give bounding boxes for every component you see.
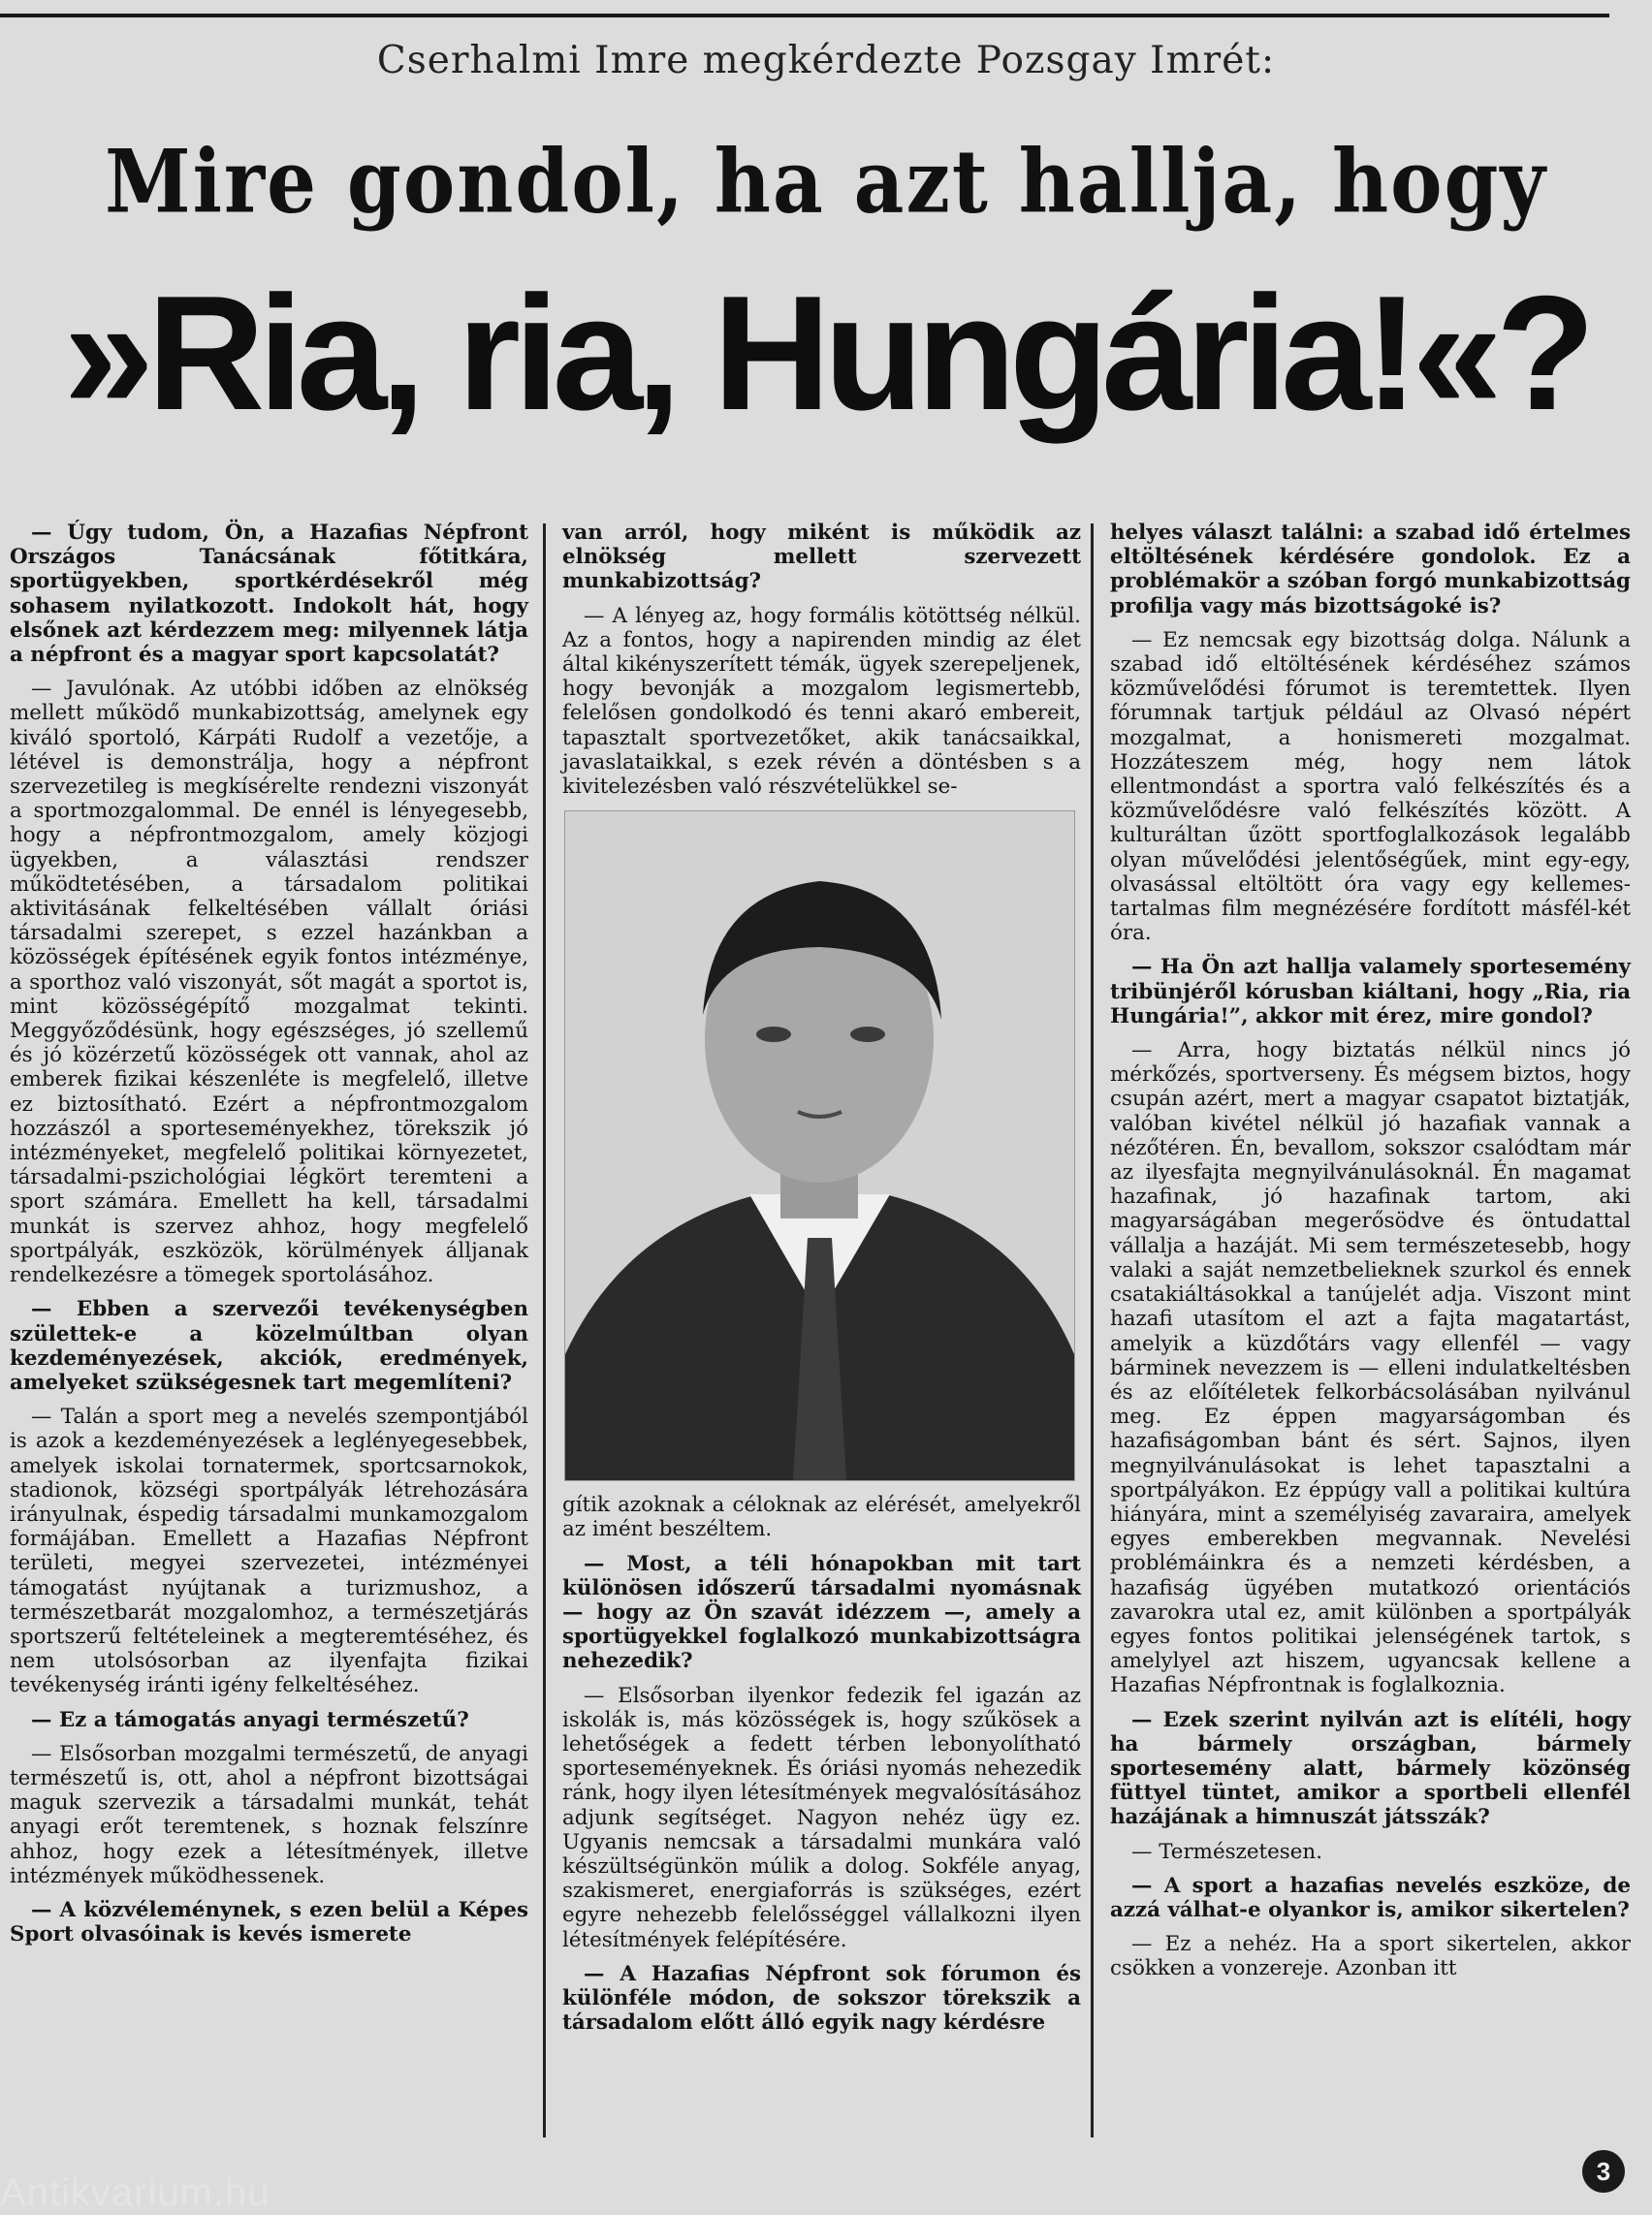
- interview-answer: — A lényeg az, hogy formális kötöttség nélkül. Az a fontos, hogy a napirenden mindig az élet által kikényszerített témák, ügyek szerepeljenek, hogy bevonják a mozgalom legismertebb, felelősen gondolkodó és tenni akaró embereit, tapasztalt sportvezetőket, akik tanácsaikkal, javaslataikkal, s ezek révén a döntésben s a kivitelezésben való részvételükkel se-: [562, 603, 1081, 800]
- interview-answer: — Ez nemcsak egy bizottság dolga. Nálunk a szabad idő eltöltésének kérdéséhez számos közművelődési fórumot is teremtettek. Ilyen fórumnak tartjuk például az Olvasó népért mozgalmat, a honismereti mozgalmat. Hozzáteszem még, hogy nem látok ellentmondást a sportra való felkészítés és a közművelődésre való felkészítés között. A kulturáltan űzött sportfoglalkozások legalább olyan művelődési jelentőségűek, mint egy-egy, olvasással eltöltött óra vagy egy kellemes-tartalmas film megnézésére fordított másfél-két óra.: [1110, 627, 1631, 946]
- portrait-photo: [564, 810, 1075, 1481]
- interview-answer: — Elsősorban ilyenkor fedezik fel igazán az iskolák is, más közösségek is, hogy szűkösek a lehetőségek a fedett térben lebonyolítható sporteseményeknek. És óriási nyomás nehezedik ránk, hogy ilyen létesítmények megvalósításához adjunk segítséget. Nagyon nehéz ügy ez. Ugyanis nemcsak a társadalmi munkára való készültségünkön múlik a dolog. Sokféle anyag, szakismeret, energiaforrás is szükséges, ezért egyre nehezebb felelősséggel vállalkozni ilyen létesítmények felépítésére.: [562, 1683, 1081, 1952]
- intro-line: Cserhalmi Imre megkérdezte Pozsgay Imrét:: [376, 39, 1276, 82]
- interview-question: — Most, a téli hónapokban mit tart különösen időszerű társadalmi nyomásnak — hogy az Ön szavát idézzem —, amely a sportügyekkel foglalkozó munkabizottságra nehezedik?: [562, 1551, 1081, 1674]
- interview-answer: — Elsősorban mozgalmi természetű, de anyagi természetű is, ott, ahol a népfront bizottságai maguk szervezik a társadalmi munkát, tehát anyagi erőt teremtenek, s hoznak felszínre ahhoz, hogy ezek a létesítmények, illetve intézmények működhessenek.: [10, 1741, 528, 1888]
- interview-question: van arról, hogy miként is működik az elnökség mellett szervezett munkabizottság?: [562, 521, 1081, 594]
- interview-question: — A közvéleménynek, s ezen belül a Képes Sport olvasóinak is kevés ismerete: [10, 1897, 528, 1947]
- interview-question: — Úgy tudom, Ön, a Hazafias Népfront Országos Tanácsának főtitkára, sportügyekben, sportkérdésekről még sohasem nyilatkozott. Indokolt hát, hogy elsőnek azt kérdezzem meg: milyennek látja a népfront és a magyar sport kapcsolatát?: [10, 521, 528, 668]
- column-divider: [1091, 523, 1094, 2137]
- article-column-3: [1110, 521, 1631, 1991]
- interview-question: — Ha Ön azt hallja valamely sportesemény tribünjéről kórusban kiáltani, hogy „Ria, ria Hungária!”, akkor mit érez, mire gondol?: [1110, 955, 1631, 1028]
- portrait-figure-icon: [565, 811, 1074, 1480]
- interview-answer: — Arra, hogy biztatás nélkül nincs jó mérkőzés, sportverseny. És mégsem biztos, hogy csupán azért, mert a magyar csapatot biztatják, valóban kivétel nélkül jó hazafiak vannak a nézőtéren. Én, bevallom, sokszor csalódtam már az ilyesfajta megnyilvánulásoknál. Én magamat hazafinak, jó hazafinak tartom, aki magyarságában megerősödve és öntudattal vállalja a hazáját. Mi sem természetesebb, hogy valaki a saját nemzetbelieknek szurkol és ennek csatakiáltásokkal a tanújelét adja. Viszont mint hazafi utasítom el azt a fajta magatartást, amelyik a küzdőtárs vagy ellenfél — vagy bárminek nevezzem is — elleni indulatkeltésben és az előítéletek felkorbácsolásában nyilvánul meg. Ez éppen magyarságomban és hazafiságomban bánt és sért. Sajnos, ilyen megnyilvánulásokat is lehet tapasztalni a sportpályákon. Ez éppúgy vall a politikai kultúra hiányára, mint a személyiség zavaraira, amelyek egyes emberekben megvannak. Nevelési problémáinkra és a nemzeti kérdésben, a hazafiság ügyében mutatkozó orientációs zavarokra utal ez, amit különben a sportpályák egyes fontos politikai jelenségének tartok, s amelylyel azt hiszem, ugyancsak kellene a Hazafias Népfrontnak is foglalkoznia.: [1110, 1038, 1631, 1698]
- column-2-bottom: [562, 1493, 1081, 2035]
- interview-question: — Ebben a szervezői tevékenységben születtek-e a közelmúltban olyan kezdeményezések, akciók, eredmények, amelyeket szükségesnek tart megemlíteni?: [10, 1297, 528, 1395]
- article-column-2: [562, 521, 1081, 2045]
- page-number: 3: [1582, 2150, 1625, 2193]
- column-divider: [543, 523, 546, 2137]
- interview-answer: — Ez a nehéz. Ha a sport sikertelen, akkor csökken a vonzereje. Azonban itt: [1110, 1932, 1631, 1981]
- interview-question: — Ezek szerint nyilván azt is elítéli, hogy ha bármely országban, bármely sportesemény alatt, bármely közönség füttyel tüntet, amikor a sportbeli ellenfél hazájának a himnuszát játsszák?: [1110, 1707, 1631, 1830]
- interview-answer: — Természetesen.: [1131, 1839, 1322, 1864]
- article-column-1: [10, 521, 528, 1956]
- interview-answer: gítik azoknak a céloknak az elérését, amelyekről az imént beszéltem.: [562, 1493, 1081, 1542]
- interview-answer: — Javulónak. Az utóbbi időben az elnökség mellett működő munkabizottság, amelynek egy kiváló sportoló, Kárpáti Rudolf a vezetője, a létével is demonstrálja, hogy a népfront szervezetileg is megkísérelte rendezni viszonyát a sportmozgalommal. De ennél is lényegesebb, hogy a népfrontmozgalom, amely közjogi ügyekben, a választási rendszer működtetésében, a társadalom politikai aktivitásának felkeltésében vállalt óriási társadalmi szerepet, s ezzel hazánkban a közösségek építésének egyik fontos intézménye, a sporthoz való viszonyát, sőt magát a sportot is, mint közösségépítő mozgalmat tekinti. Meggyőződésünk, hogy egészséges, jó szellemű és jó közérzetű közösségek ott vannak, ahol az emberek fizikai készenléte is megfelelő, illetve ez biztosítható. Ezért a népfrontmozgalom hozzászól a sporteseményekhez, törekszik jó intézményeket, megfelelő politikai környezetet, társadalmi-pszichológiai légkört teremteni a sport számára. Emellett ha kell, társadalmi munkát is szervez ahhoz, hogy megfelelő sportpályák, eszközök, körülmények álljanak rendelkezésre a tömegek sportolásához.: [10, 677, 528, 1288]
- interview-question: helyes választ találni: a szabad idő értelmes eltöltésének kérdésére gondolok. Ez a problémakör a szóban forgó munkabizottság profilja vagy más bizottságoké is?: [1110, 521, 1632, 618]
- interview-answer: — Talán a sport meg a nevelés szempontjából is azok a kezdeményezések a leglényegesebbek, amelyek iskolai tornatermek, sportcsarnokok, stadionok, községi sportpályák létrehozására irányulnak, éspedig társadalmi munkamozgalom formájában. Emellett a Hazafias Népfront területi, megyei szervezetei, intézményei támogatást nyújtanak a turizmushoz, a természetbarát mozgalomhoz, a természetjárás sportszerű feltételeinek a megteremtéséhez, és nem utolsósorban az ilyenfajta fizikai tevékenység iránti igény felkeltéséhez.: [10, 1405, 528, 1698]
- top-rule: [0, 14, 1609, 17]
- interview-question: — Ez a támogatás anyagi természetű?: [31, 1707, 469, 1732]
- column-2-top: [562, 521, 1081, 799]
- main-title: »Ria, ria, Hungária!«?: [63, 262, 1589, 444]
- headline: Mire gondol, ha azt hallja, hogy: [105, 130, 1547, 233]
- watermark: Antikvarium.hu: [0, 2171, 270, 2214]
- interview-question: — A Hazafias Népfront sok fórumon és különféle módon, de sokszor törekszik a társadalom előtt álló egyik nagy kérdésre: [562, 1961, 1081, 2036]
- interview-question: — A sport a hazafias nevelés eszköze, de azzá válhat-e olyankor is, amikor sikertelen?: [1110, 1873, 1631, 1922]
